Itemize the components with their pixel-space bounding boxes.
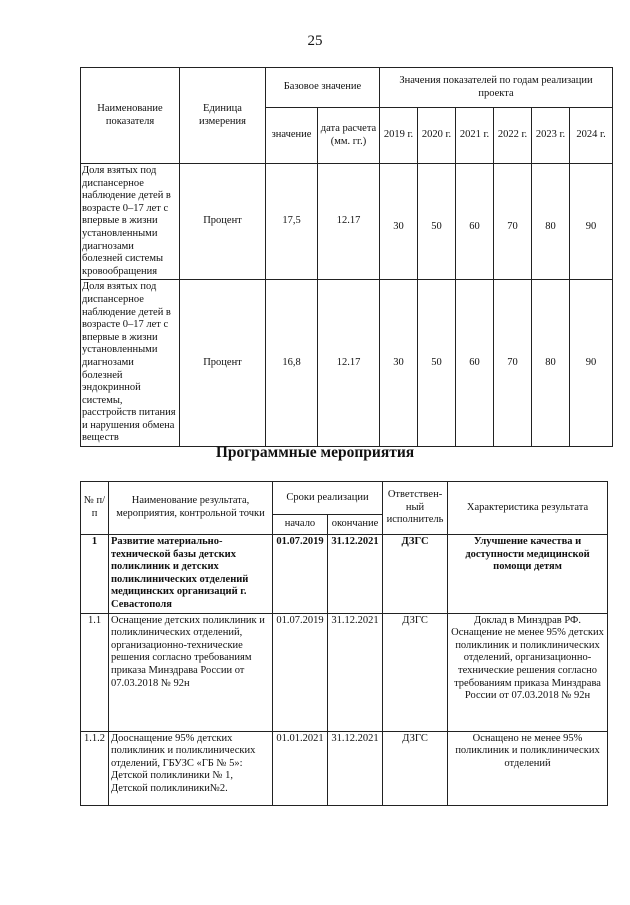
year-value: 60 <box>456 280 494 447</box>
section-title: Программные мероприятия <box>215 444 415 461</box>
table-row <box>81 731 608 805</box>
indicator-date: 12.17 <box>318 164 380 280</box>
row-start: 01.01.2021 <box>273 731 328 805</box>
year-value: 70 <box>494 280 532 447</box>
header-name: Наименование результата, мероприятия, контрольной точки <box>109 482 273 535</box>
row-end: 31.12.2021 <box>328 731 383 805</box>
indicator-name: Доля взятых под диспансерное наблюдение детей в возрасте 0–17 лет с впервые в жизни установленными диагнозами болезней системы кровообращения <box>81 164 180 280</box>
row-start: 01.07.2019 <box>273 535 328 614</box>
row-name: Дооснащение 95% детских поликлиник и поликлинических отделений, ГБУЗС «ГБ № 5»: Детской поликлиники № 1, Детской поликлиники№2. <box>109 731 273 805</box>
indicator-date: 12.17 <box>318 280 380 447</box>
header-calc-date: дата расчета (мм. гг.) <box>318 108 380 164</box>
indicators-table <box>80 67 613 447</box>
row-responsible: ДЗГС <box>383 535 448 614</box>
year-value: 80 <box>532 280 570 447</box>
header-base-value: Базовое значение <box>266 68 380 108</box>
row-result: Улучшение качества и доступности медицинской помощи детям <box>448 535 608 614</box>
year-value: 90 <box>570 280 613 447</box>
header-year: 2021 г. <box>456 108 494 164</box>
table-row <box>81 535 608 614</box>
year-value: 50 <box>418 164 456 280</box>
header-value: значение <box>266 108 318 164</box>
year-value: 50 <box>418 280 456 447</box>
row-end: 31.12.2021 <box>328 535 383 614</box>
header-end: окончание <box>328 515 383 535</box>
header-period: Сроки реализации <box>273 482 383 515</box>
year-value: 70 <box>494 164 532 280</box>
header-unit: Единица измерения <box>180 68 266 164</box>
year-value: 60 <box>456 164 494 280</box>
row-name: Оснащение детских поликлиник и поликлинических отделений, организационно-технические решения согласно требованиям приказа Минздрава России от 07.03.2018 № 92н <box>109 613 273 731</box>
table-row <box>81 280 613 447</box>
header-name: Наименование показателя <box>81 68 180 164</box>
header-num: № п/п <box>81 482 109 535</box>
row-responsible: ДЗГС <box>383 613 448 731</box>
indicator-name: Доля взятых под диспансерное наблюдение детей в возрасте 0–17 лет с впервые в жизни установленными диагнозами болезней эндокринной системы, расстройств питания и нарушения обмена веществ <box>81 280 180 447</box>
header-year: 2023 г. <box>532 108 570 164</box>
header-year: 2019 г. <box>380 108 418 164</box>
row-result: Доклад в Минздрав РФ. Оснащение не менее 95% детских поликлиник и поликлинических отделений, организационно-технические решения согласно требованиям приказа Минздрава России от 07.03.2018 № 92н <box>448 613 608 731</box>
year-value: 90 <box>570 164 613 280</box>
header-year: 2022 г. <box>494 108 532 164</box>
row-responsible: ДЗГС <box>383 731 448 805</box>
row-num: 1.1.2 <box>81 731 109 805</box>
page-number: 25 <box>307 33 323 49</box>
year-value: 30 <box>380 164 418 280</box>
row-result: Оснащено не менее 95% поликлиник и поликлинических отделений <box>448 731 608 805</box>
header-year: 2024 г. <box>570 108 613 164</box>
indicator-value: 16,8 <box>266 280 318 447</box>
indicator-unit: Процент <box>180 280 266 447</box>
row-num: 1.1 <box>81 613 109 731</box>
activities-table <box>80 481 608 806</box>
header-values-by-year: Значения показателей по годам реализации проекта <box>380 68 613 108</box>
row-name: Развитие материально-технической базы детских поликлиник и детских поликлинических отделений медицинских организаций г. Севастополя <box>109 535 273 614</box>
indicator-unit: Процент <box>180 164 266 280</box>
table-row <box>81 613 608 731</box>
header-start: начало <box>273 515 328 535</box>
year-value: 80 <box>532 164 570 280</box>
row-end: 31.12.2021 <box>328 613 383 731</box>
header-result: Характеристика результата <box>448 482 608 535</box>
indicator-value: 17,5 <box>266 164 318 280</box>
row-num: 1 <box>81 535 109 614</box>
table-row <box>81 164 613 280</box>
header-year: 2020 г. <box>418 108 456 164</box>
header-responsible: Ответствен-ный исполнитель <box>383 482 448 535</box>
year-value: 30 <box>380 280 418 447</box>
row-start: 01.07.2019 <box>273 613 328 731</box>
